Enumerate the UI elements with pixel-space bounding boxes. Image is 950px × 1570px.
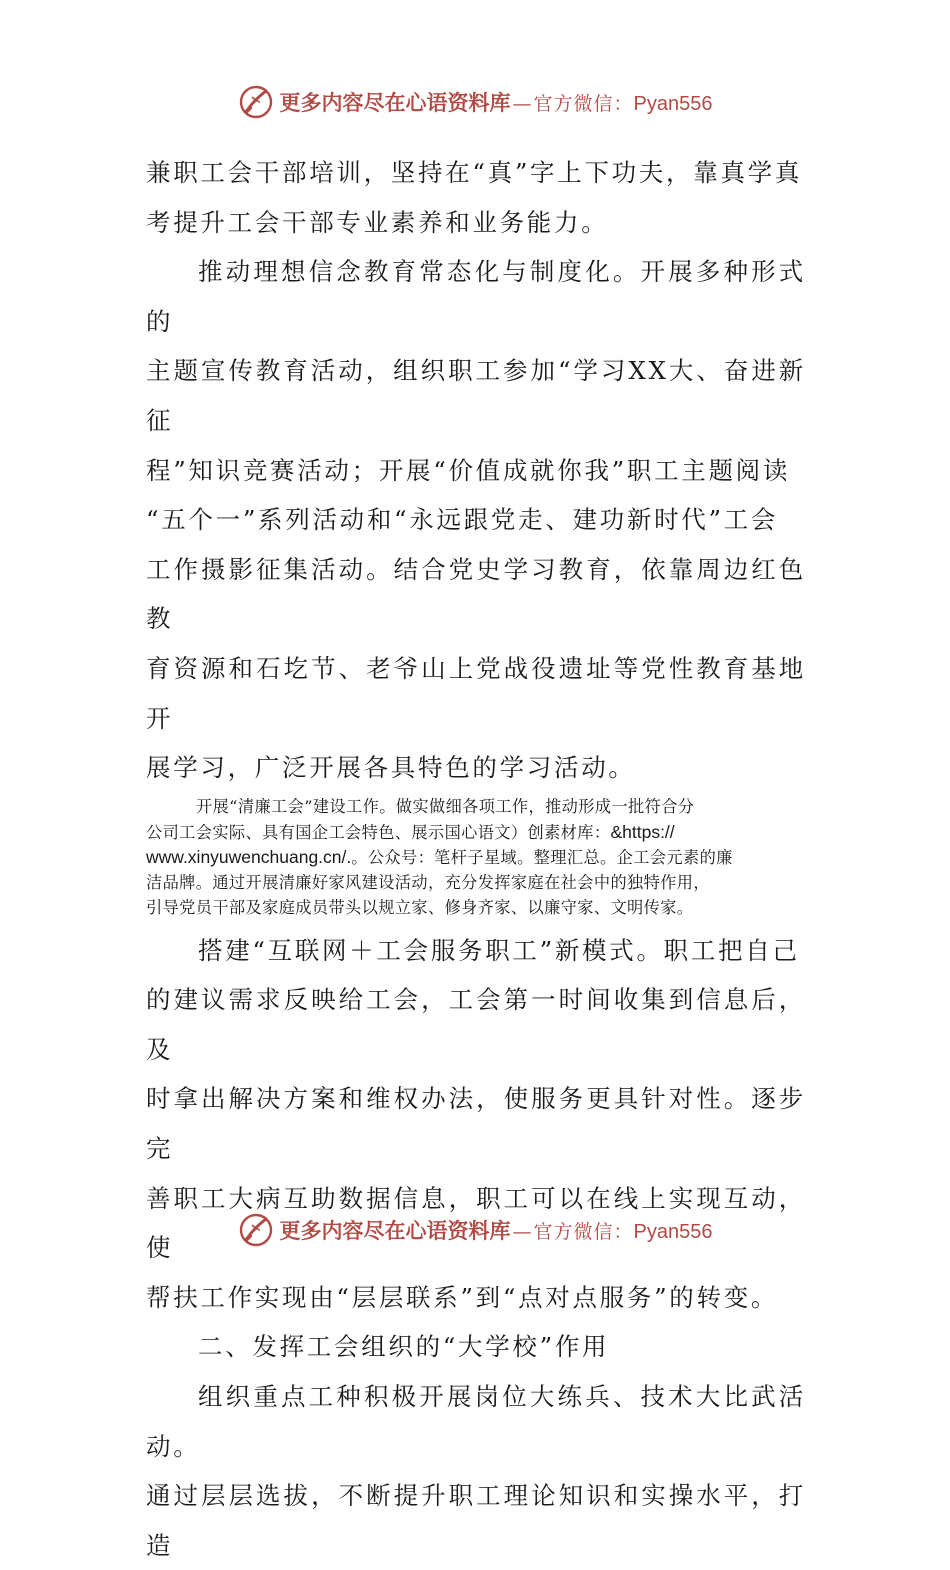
paragraph-skills-competition (146, 1372, 806, 1570)
heading-text: 二、发挥工会组织的“大学校”作用 (198, 1332, 610, 1362)
inline-url: www.xinyuwenchuang.cn/. (146, 847, 352, 868)
text-line: 的建议需求反映给工会，工会第一时间收集到信息后，及 (146, 985, 806, 1064)
paragraph-training (146, 148, 806, 247)
text-line: 帮扶工作实现由“层层联系”到“点对点服务”的转变。 (146, 1282, 779, 1312)
header-banner-separator: — (512, 93, 532, 115)
footer-banner-separator: — (512, 1221, 532, 1243)
text-line: 兼职工会干部培训，坚持在“真”字上下功夫，靠真学真 (146, 158, 803, 187)
document-body (146, 148, 806, 1570)
header-banner (0, 80, 950, 124)
text-line: 展学习，广泛开展各具特色的学习活动。 (146, 753, 636, 783)
paragraph-internet-service (146, 926, 806, 1323)
footer-banner-contact-label: 官方微信： (533, 1221, 634, 1243)
paragraph-clean-union (146, 795, 806, 921)
header-banner-title: 更多内容尽在心语资料库 (279, 90, 511, 115)
text-line: 通过层层选拔，不断提升职工理论知识和实操水平，打造 (146, 1481, 806, 1560)
text-line: 考提升工会干部专业素养和业务能力。 (146, 207, 609, 237)
text-line: 组织重点工种积极开展岗位大练兵、技术大比武活动。 (146, 1382, 806, 1461)
section-heading (146, 1322, 806, 1372)
text-line: 善职工大病互助数据信息，职工可以在线上实现互动，使 (146, 1183, 806, 1263)
text-line: 主题宣传教育活动，组织职工参加“学习XX大、奋进新征 (146, 356, 806, 435)
brush-circle-logo-icon (238, 84, 274, 120)
text-line: 推动理想信念教育常态化与制度化。开展多种形式的 (146, 257, 806, 336)
brush-circle-logo-icon (238, 1212, 274, 1248)
text-line: 时拿出解决方案和维权办法，使服务更具针对性。逐步完 (146, 1084, 806, 1164)
footer-banner-text (280, 1215, 713, 1245)
header-banner-text (280, 87, 713, 117)
text-line: 搭建“互联网＋工会服务职工”新模式。职工把自己 (198, 935, 800, 965)
paragraph-ideal-belief-education (146, 247, 806, 793)
inline-url-fragment: &https:// (610, 821, 675, 842)
text-line: 开展“清廉工会”建设工作。做实做细各项工作，推动形成一批符合分 (196, 796, 695, 816)
header-banner-contact-label: 官方微信： (533, 93, 634, 115)
text-line: “五个一”系列活动和“永远跟党走、建功新时代”工会 (146, 505, 779, 535)
header-banner-wechat-id: Pyan556 (633, 93, 713, 115)
text-line: 。公众号：笔杆子星域。整理汇总。企工会元素的廉 (351, 848, 733, 868)
text-line: 育资源和石圪节、老爷山上党战役遗址等党性教育基地开 (146, 653, 806, 733)
footer-banner-title: 更多内容尽在心语资料库 (279, 1218, 511, 1243)
footer-banner-wechat-id: Pyan556 (633, 1221, 713, 1243)
text-line: 程”知识竞赛活动；开展“价值成就你我”职工主题阅读 (146, 455, 791, 485)
text-line: 洁品牌。通过开展清廉好家风建设活动，充分发挥家庭在社会中的独特作用， (146, 873, 710, 893)
footer-banner (0, 1208, 950, 1252)
text-line: 引导党员干部及家庭成员带头以规立家、修身齐家、以廉守家、文明传家。 (146, 897, 694, 917)
text-line: 工作摄影征集活动。结合党史学习教育，依靠周边红色教 (146, 554, 806, 634)
text-line: 公司工会实际、具有国企工会特色、展示国心语文）创素材库： (146, 822, 611, 842)
